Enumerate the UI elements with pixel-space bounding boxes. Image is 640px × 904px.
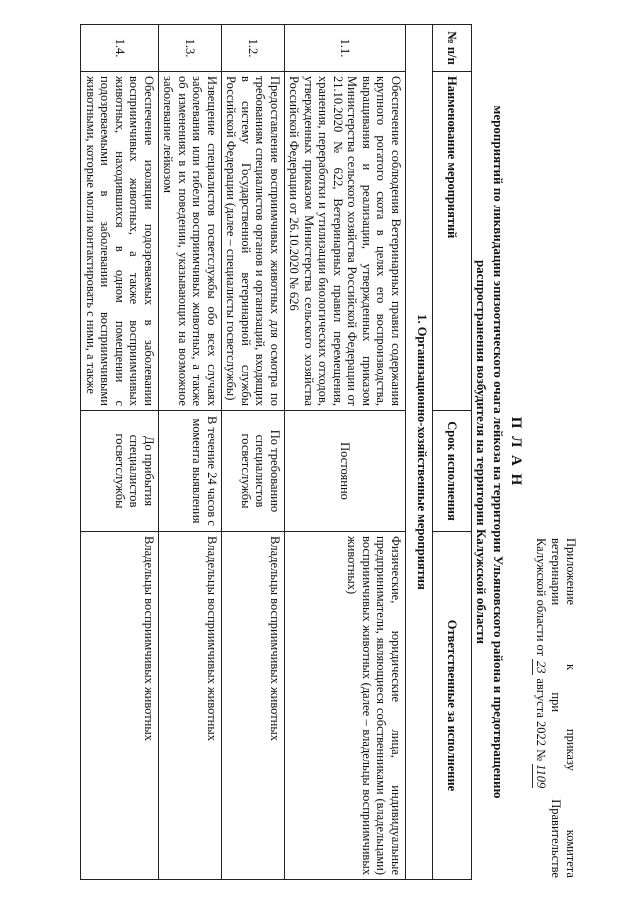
table-row bbox=[81, 25, 159, 880]
plan-heading: П Л А Н bbox=[508, 416, 524, 488]
header-term: Срок исполнения bbox=[433, 411, 472, 532]
appendix-word: комитета bbox=[564, 829, 578, 878]
title-line-1: мероприятий по ликвидации эпизоотического очага лейкоза на территории Ульяновского района и предотвращению bbox=[491, 105, 506, 799]
appendix-date-mid: августа 2022 № bbox=[534, 678, 548, 762]
row-term: До прибытия специалистов госветслужбы bbox=[81, 411, 159, 532]
row-num: 1.4. bbox=[81, 25, 159, 72]
measures-table bbox=[81, 24, 473, 880]
row-name: Предоставление восприимчивых животных для осмотра по требованиям специалистов органов и организаций, входящих в систему Государственной ветеринарной службы Российской Федерации (далее – специалисты госветслужбы) bbox=[222, 72, 285, 411]
document-title bbox=[473, 0, 524, 904]
row-num: 1.3. bbox=[159, 25, 222, 72]
section-title: 1. Организационно-хозяйственные мероприятия bbox=[406, 25, 433, 880]
table-row bbox=[285, 25, 406, 880]
appendix-word: Приложение bbox=[564, 538, 578, 606]
row-num: 1.2. bbox=[222, 25, 285, 72]
row-resp: Владельцы восприимчивых животных bbox=[81, 532, 159, 880]
row-name: Обеспечение соблюдения Ветеринарных правил содержания крупного рогатого скота в целях его воспроизводства, выращивания и реализации, утвержденных приказом Министерства сельского хозяйства Российской Федерации от 21.10.2020 № 622, Ветеринарных правил перемещения, хранения, переработки и утилизации биологических отходов, утвержденных приказом Министерства сельского хозяйства Российской Федерации от 26.10.2020 № 626 bbox=[285, 72, 406, 411]
table-header-row bbox=[433, 25, 472, 880]
appendix-day: 23 bbox=[534, 660, 548, 674]
row-name: Обеспечение изоляции подозреваемых в заболевании восприимчивых животных, а также восприимчивых животных, находившихся в одном помещении с подозреваемыми в заболевании восприимчивыми животными, которые могли контактировать с ними, а также bbox=[81, 72, 159, 411]
row-resp: Владельцы восприимчивых животных bbox=[222, 532, 285, 880]
appendix-word: ветеринарии bbox=[549, 538, 563, 606]
table-row bbox=[159, 25, 222, 880]
row-resp: Владельцы восприимчивых животных bbox=[159, 532, 222, 880]
appendix-word: к bbox=[564, 663, 578, 671]
appendix-note bbox=[532, 538, 578, 878]
appendix-word: при bbox=[549, 692, 563, 713]
title-line-2: распространения возбудителя на территории Калужской области bbox=[474, 259, 489, 645]
row-term: В течение 24 часов с момента выявления bbox=[159, 411, 222, 532]
header-resp: Ответственные за исполнение bbox=[433, 532, 472, 880]
row-resp: Физические, юридические лица, индивидуальные предприниматели, являющиеся собственниками (владельцами) восприимчивых животных (далее – владельцы восприимчивых животных) bbox=[285, 532, 406, 880]
appendix-word: приказу bbox=[564, 728, 578, 771]
appendix-date-prefix: Калужской области от bbox=[534, 538, 548, 657]
header-name: Наименование мероприятий bbox=[433, 72, 472, 411]
row-term: По требованию специалистов госветслужбы bbox=[222, 411, 285, 532]
section-row bbox=[406, 25, 433, 880]
row-term: Постоянно bbox=[285, 411, 406, 532]
row-name: Извещение специалистов госветслужбы обо всех случаях заболевания или гибели восприимчивых животных, а также об изменениях в их поведении, указывающих на возможное заболевание лейкозом bbox=[159, 72, 222, 411]
appendix-word: Правительстве bbox=[549, 799, 563, 878]
row-num: 1.1. bbox=[285, 25, 406, 72]
table-row bbox=[222, 25, 285, 880]
header-num: № п/п bbox=[433, 25, 472, 72]
appendix-order-number: 1109 bbox=[534, 764, 548, 789]
